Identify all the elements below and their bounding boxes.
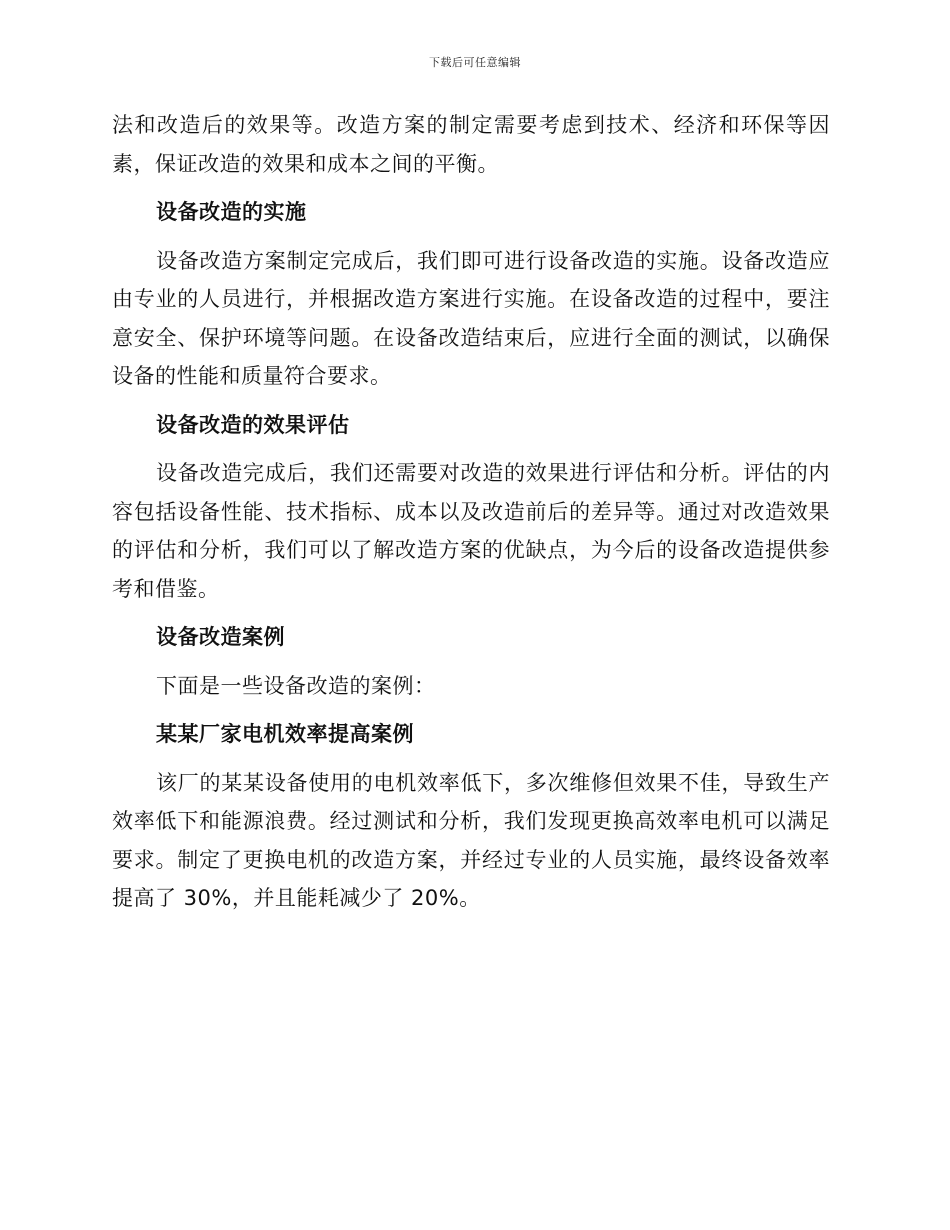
paragraph-motor-case: 该厂的某某设备使用的电机效率低下，多次维修但效果不佳，导致生产效率低下和能源浪费。经过测试和分析，我们发现更换高效率电机可以满足要求。制定了更换电机的改造方案，并经过专业的人员实施，最终设备效率提高了 30%，并且能耗减少了 20%。 — [112, 770, 830, 910]
paragraph-implementation: 设备改造方案制定完成后，我们即可进行设备改造的实施。设备改造应由专业的人员进行，并根据改造方案进行实施。在设备改造的过程中，要注意安全、保护环境等问题。在设备改造结束后，应进行全面的测试，以确保设备的性能和质量符合要求。 — [112, 248, 830, 388]
paragraph-evaluation: 设备改造完成后，我们还需要对改造的效果进行评估和分析。评估的内容包括设备性能、技术指标、成本以及改造前后的差异等。通过对改造效果的评估和分析，我们可以了解改造方案的优缺点，为今后的设备改造提供参考和借鉴。 — [112, 461, 830, 601]
paragraph-continuation: 法和改造后的效果等。改造方案的制定需要考虑到技术、经济和环保等因素，保证改造的效果和成本之间的平衡。 — [112, 113, 830, 176]
heading-implementation: 设备改造的实施 — [156, 200, 307, 224]
document-body — [112, 106, 830, 928]
header-note: 下载后可任意编辑 — [429, 56, 521, 69]
heading-cases: 设备改造案例 — [156, 625, 285, 649]
heading-motor-case: 某某厂家电机效率提高案例 — [156, 722, 414, 746]
heading-evaluation: 设备改造的效果评估 — [156, 412, 350, 437]
paragraph-cases-intro: 下面是一些设备改造的案例： — [156, 673, 436, 698]
